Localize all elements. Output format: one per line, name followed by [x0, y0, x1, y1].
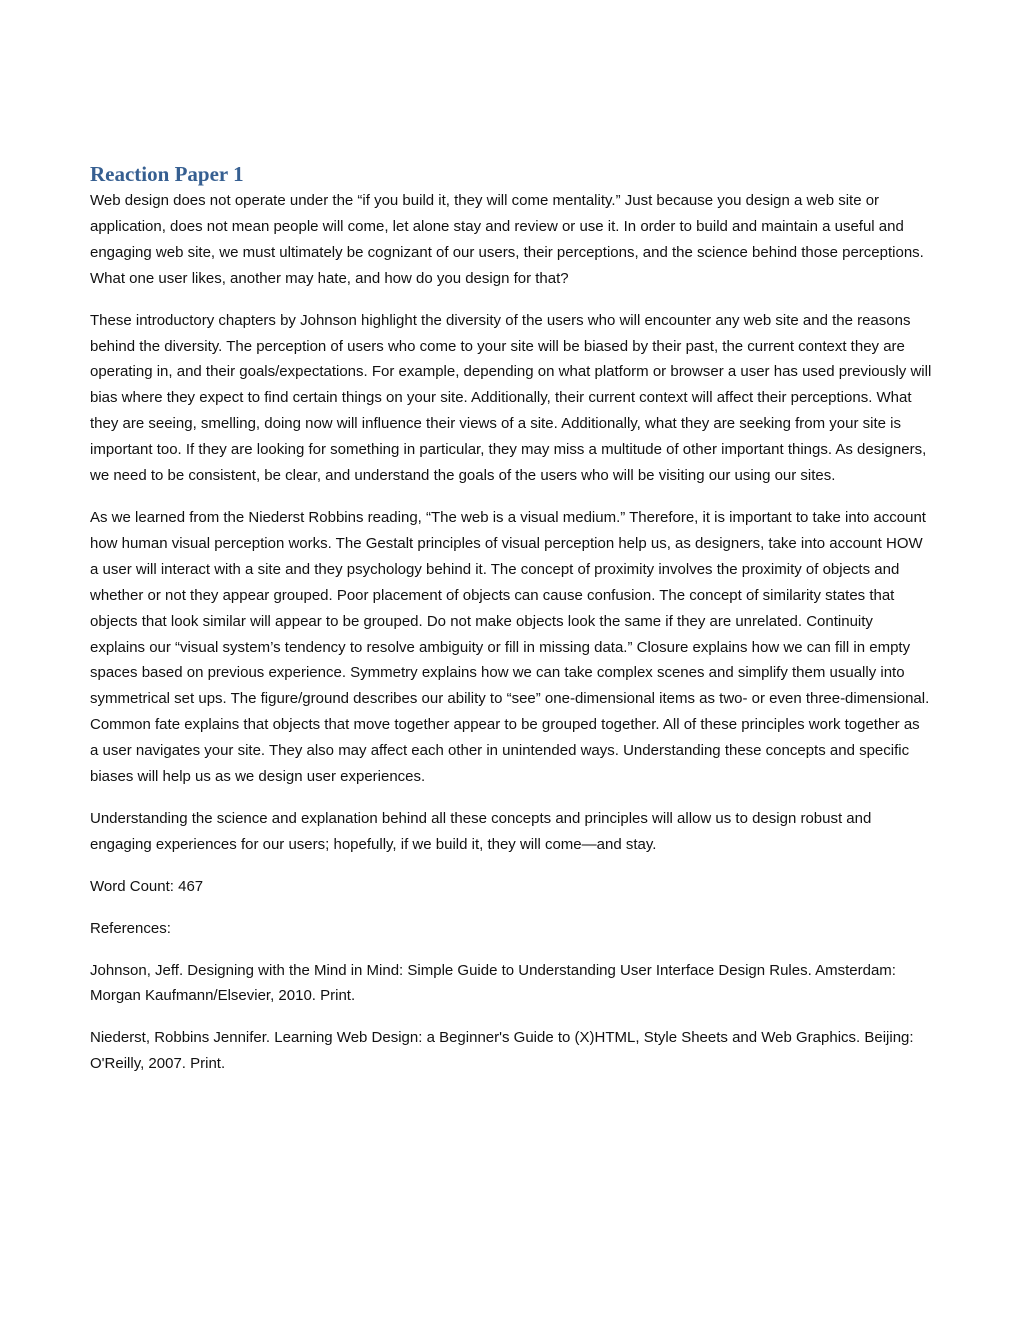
references-section	[90, 916, 932, 1078]
document-page	[90, 160, 932, 1093]
body-paragraph-1: Web design does not operate under the “if you build it, they will come mentality.” Just because you design a web site or application, does not mean people will come, let alone stay and review or use it. In order to build and maintain a useful and engaging web site, we must ultimately be cognizant of our users, their perceptions, and the science behind those perceptions. What one user likes, another may hate, and how do you design for that?	[90, 192, 924, 287]
word-count: Word Count: 467	[90, 877, 204, 895]
body-paragraph-4: Understanding the science and explanation behind all these concepts and principles will allow us to design robust and engaging experiences for our users; hopefully, if we build it, they will come—and stay.	[90, 809, 872, 853]
reference-item-2: Niederst, Robbins Jennifer. Learning Web Design: a Beginner's Guide to (X)HTML, Style Sheets and Web Graphics. Beijing: O'Reilly, 2007. Print.	[90, 1029, 914, 1073]
body-paragraph-3: As we learned from the Niederst Robbins reading, “The web is a visual medium.” Therefore, it is important to take into account how human visual perception works. The Gestalt principles of visual perception help us, as designers, take into account HOW a user will interact with a site and they psychology behind it. The concept of proximity involves the proximity of objects and whether or not they appear grouped. Poor placement of objects can cause confusion. The concept of similarity states that objects that look similar will appear to be grouped. Do not make objects look the same if they are unrelated. Continuity explains our “visual system’s tendency to resolve ambiguity or fill in missing data.” Closure explains how we can fill in empty spaces based on previous experience. Symmetry explains how we can take complex scenes and simplify them usually into symmetrical set ups. The figure/ground describes our ability to “see” one-dimensional items as two- or even three-dimensional. Common fate explains that objects that move together appear to be grouped together. All of these principles work together as a user navigates your site. They also may affect each other in unintended ways. Understanding these concepts and specific biases will help us as we design user experiences.	[90, 508, 930, 786]
document-title: Reaction Paper 1	[90, 162, 244, 186]
reference-item-1: Johnson, Jeff. Designing with the Mind in Mind: Simple Guide to Understanding User Interface Design Rules. Amsterdam: Morgan Kaufmann/Elsevier, 2010. Print.	[90, 961, 896, 1005]
body-paragraph-2: These introductory chapters by Johnson highlight the diversity of the users who will encounter any web site and the reasons behind the diversity. The perception of users who come to your site will be biased by their past, the current context they are operating in, and their goals/expectations. For example, depending on what platform or browser a user has used previously will bias where they expect to find certain things on your site. Additionally, their current context will affect their perceptions. What they are seeing, smelling, doing now will influence their views of a site. Additionally, what they are seeking from your site is important too. If they are looking for something in particular, they may miss a multitude of other important things. As designers, we need to be consistent, be clear, and understand the goals of the users who will be visiting our using our sites.	[90, 311, 932, 485]
references-heading: References:	[90, 919, 171, 937]
